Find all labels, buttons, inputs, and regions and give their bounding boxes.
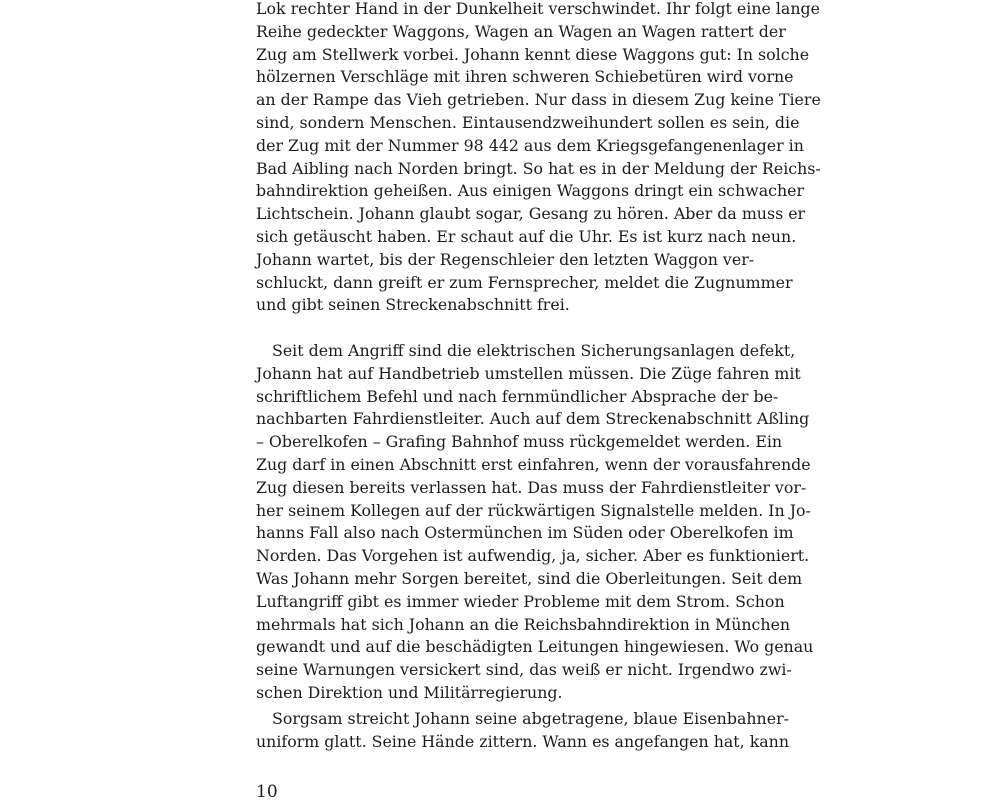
text-line: hölzernen Verschläge mit ihren schweren Schiebetüren wird vorne xyxy=(256,67,794,87)
text-line: Zug diesen bereits verlassen hat. Das muss der Fahrdienstleiter vor- xyxy=(256,477,807,497)
text-line: gewandt und auf die beschädigten Leitungen hingewiesen. Wo genau xyxy=(256,637,814,657)
text-line: an der Rampe das Vieh getrieben. Nur dass in diesem Zug keine Tiere xyxy=(256,90,821,110)
text-line: bahndirektion geheißen. Aus einigen Waggons dringt ein schwacher xyxy=(256,181,805,201)
text-line: seine Warnungen versickert sind, das weiß er nicht. Irgendwo zwi- xyxy=(256,660,792,680)
text-line: her seinem Kollegen auf der rückwärtigen Signalstelle melden. In Jo- xyxy=(256,500,811,520)
text-line: sich getäuscht haben. Er schaut auf die Uhr. Es ist kurz nach neun. xyxy=(256,226,797,246)
text-line: schen Direktion und Militärregierung. xyxy=(256,682,563,702)
text-line: der Zug mit der Nummer 98 442 aus dem Kriegsgefangenenlager in xyxy=(256,135,804,155)
text-line: Zug darf in einen Abschnitt erst einfahren, wenn der vorausfahrende xyxy=(256,454,811,474)
text-line: Seit dem Angriff sind die elektrischen Sicherungsanlagen defekt, xyxy=(272,341,796,360)
text-line: nachbarten Fahrdienstleiter. Auch auf dem Streckenabschnitt Aßling xyxy=(256,409,810,429)
text-line: Luftangriff gibt es immer wieder Probleme mit dem Strom. Schon xyxy=(256,591,785,611)
text-line: schluckt, dann greift er zum Fernsprecher, meldet die Zugnummer xyxy=(256,272,793,292)
text-line: Sorgsam streicht Johann seine abgetragene, blaue Eisenbahner- xyxy=(272,709,789,728)
text-line: Johann hat auf Handbetrieb umstellen müssen. Die Züge fahren mit xyxy=(256,363,801,383)
page-number: 10 xyxy=(256,782,278,802)
text-line: mehrmals hat sich Johann an die Reichsbahndirektion in München xyxy=(256,614,791,634)
text-line: und gibt seinen Streckenabschnitt frei. xyxy=(256,295,570,315)
text-line: schriftlichem Befehl und nach fernmündlicher Absprache der be- xyxy=(256,386,779,406)
text-line: – Oberelkofen – Grafing Bahnhof muss rückgemeldet werden. Ein xyxy=(256,432,783,452)
text-line: Reihe gedeckter Waggons, Wagen an Wagen an Wagen rattert der xyxy=(256,21,786,41)
text-line: Lok rechter Hand in der Dunkelheit verschwindet. Ihr folgt eine lange xyxy=(256,0,820,18)
text-line: Johann wartet, bis der Regenschleier den letzten Waggon ver- xyxy=(256,249,755,269)
text-line: Lichtschein. Johann glaubt sogar, Gesang zu hören. Aber da muss er xyxy=(256,204,806,224)
text-line: Zug am Stellwerk vorbei. Johann kennt diese Waggons gut: In solche xyxy=(256,44,810,64)
text-line: uniform glatt. Seine Hände zittern. Wann es angefangen hat, kann xyxy=(256,731,790,751)
text-line: hanns Fall also nach Ostermünchen im Süden oder Oberelkofen im xyxy=(256,523,794,543)
paragraph-3 xyxy=(256,708,790,754)
paragraph-2 xyxy=(256,340,814,705)
text-line: Was Johann mehr Sorgen bereitet, sind die Oberleitungen. Seit dem xyxy=(256,568,803,588)
paragraph-1 xyxy=(256,0,821,317)
text-line: Bad Aibling nach Norden bringt. So hat es in der Meldung der Reichs- xyxy=(256,158,821,178)
text-line: sind, sondern Menschen. Eintausendzweihundert sollen es sein, die xyxy=(256,112,800,132)
text-line: Norden. Das Vorgehen ist aufwendig, ja, sicher. Aber es funktioniert. xyxy=(256,546,810,566)
